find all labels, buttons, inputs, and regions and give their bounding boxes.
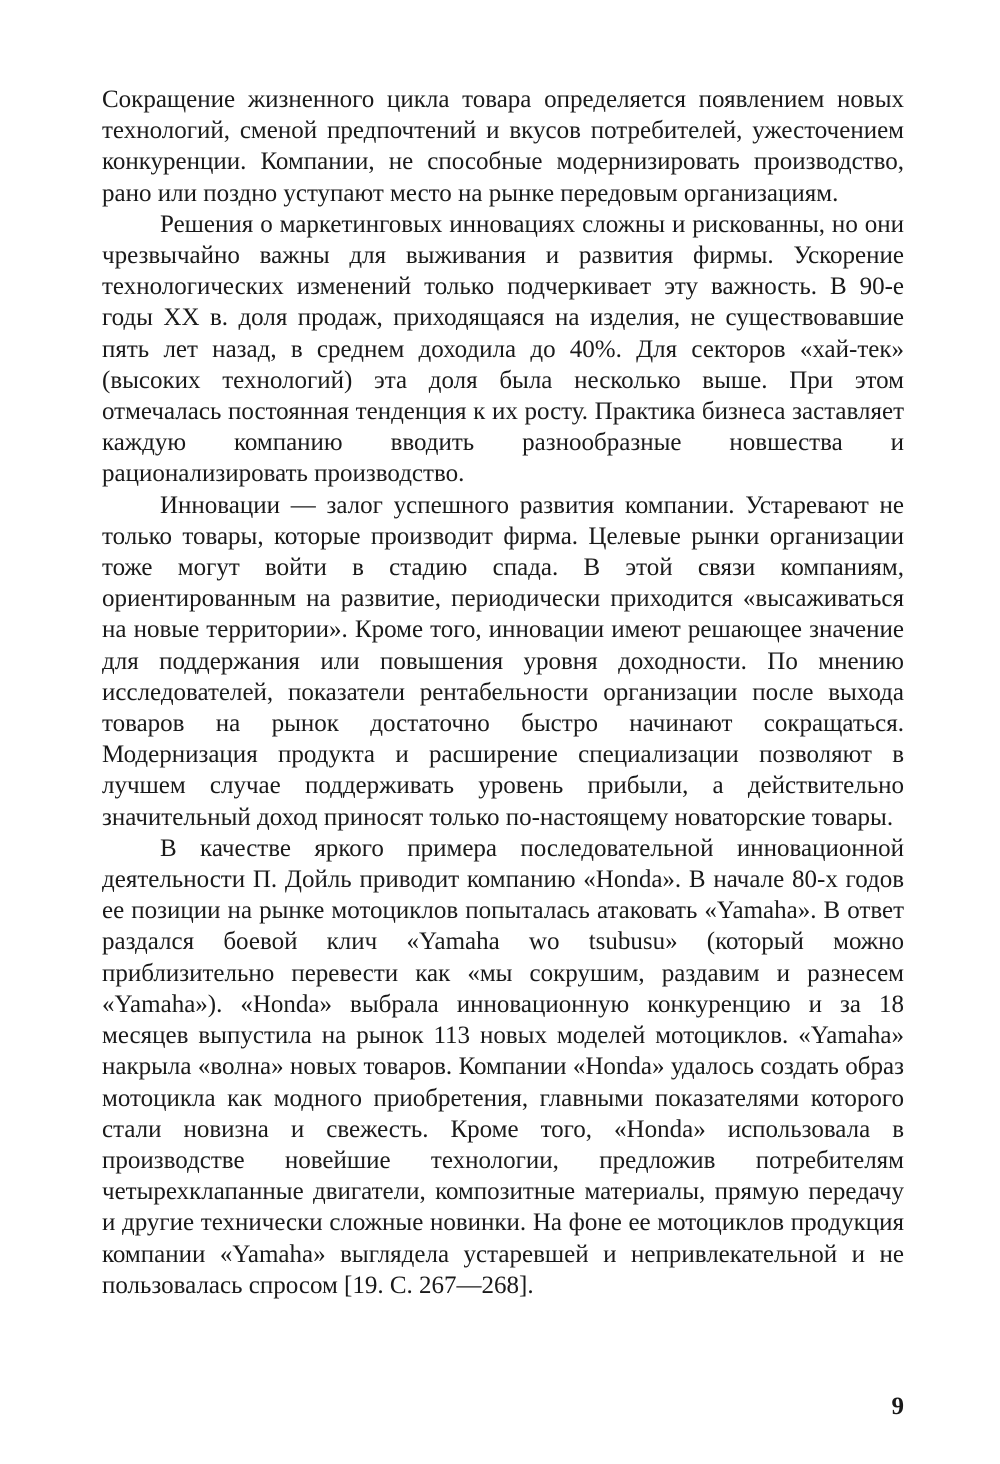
paragraph-4: В качестве яркого примера последовательной инновационной деятельности П. Дойль приводит компанию «Honda». В начале 80-х годов ее позиции на рынке мотоциклов попыталась атаковать «Yamaha». В ответ раздался боевой клич «Yamaha wo tsubusu» (который можно приблизительно перевести как «мы сокрушим, раздавим и разнесем «Yamaha»). «Honda» выбрала инновационную конкуренцию и за 18 месяцев выпустила на рынок 113 новых моделей мотоциклов. «Yamaha» накрыла «волна» новых товаров. Компании «Honda» удалось создать образ мотоцикла как модного приобретения, главными показателями которого стали новизна и свежесть. Кроме того, «Honda» использовала в производстве новейшие технологии, предложив потребителям четырехклапанные двигатели, композитные материалы, прямую передачу и другие технически сложные новинки. На фоне ее мотоциклов продукция компании «Yamaha» выглядела устаревшей и непривлекательной и не пользовалась спросом [19. С. 267—268]. bbox=[102, 834, 904, 1299]
body-text bbox=[102, 84, 904, 1301]
paragraph-3: Инновации — залог успешного развития компании. Устаревают не только товары, которые производит фирма. Целевые рынки организации тоже могут войти в стадию спада. В этой связи компаниям, ориентированным на развитие, периодически приходится «высаживаться на новые территории». Кроме того, инновации имеют решающее значение для поддержания или повышения уровня доходности. По мнению исследователей, показатели рентабельности организации после выхода товаров на рынок достаточно быстро начинают сокращаться. Модернизация продукта и расширение специализации позволяют в лучшем случае поддерживать уровень прибыли, а действительно значительный доход приносят только по-настоящему новаторские товары. bbox=[102, 491, 904, 831]
paragraph-1: Сокращение жизненного цикла товара определяется появлением новых технологий, сменой предпочтений и вкусов потребителей, ужесточением конкуренции. Компании, не способные модернизировать производство, рано или поздно уступают место на рынке передовым организациям. bbox=[102, 86, 904, 207]
page-number: 9 bbox=[891, 1393, 904, 1420]
paragraph-2: Решения о маркетинговых инновациях сложны и рискованны, но они чрезвычайно важны для выживания и развития фирмы. Ускорение технологических изменений только подчеркивает эту важность. В 90-е годы XX в. доля продаж, приходящаяся на изделия, не существовавшие пять лет назад, в среднем доходила до 40%. Для секторов «хай-тек» (высоких технологий) эта доля была несколько выше. При этом отмечалась постоянная тенденция к их росту. Практика бизнеса заставляет каждую компанию вводить разнообразные новшества и рационализировать производство. bbox=[102, 210, 904, 488]
